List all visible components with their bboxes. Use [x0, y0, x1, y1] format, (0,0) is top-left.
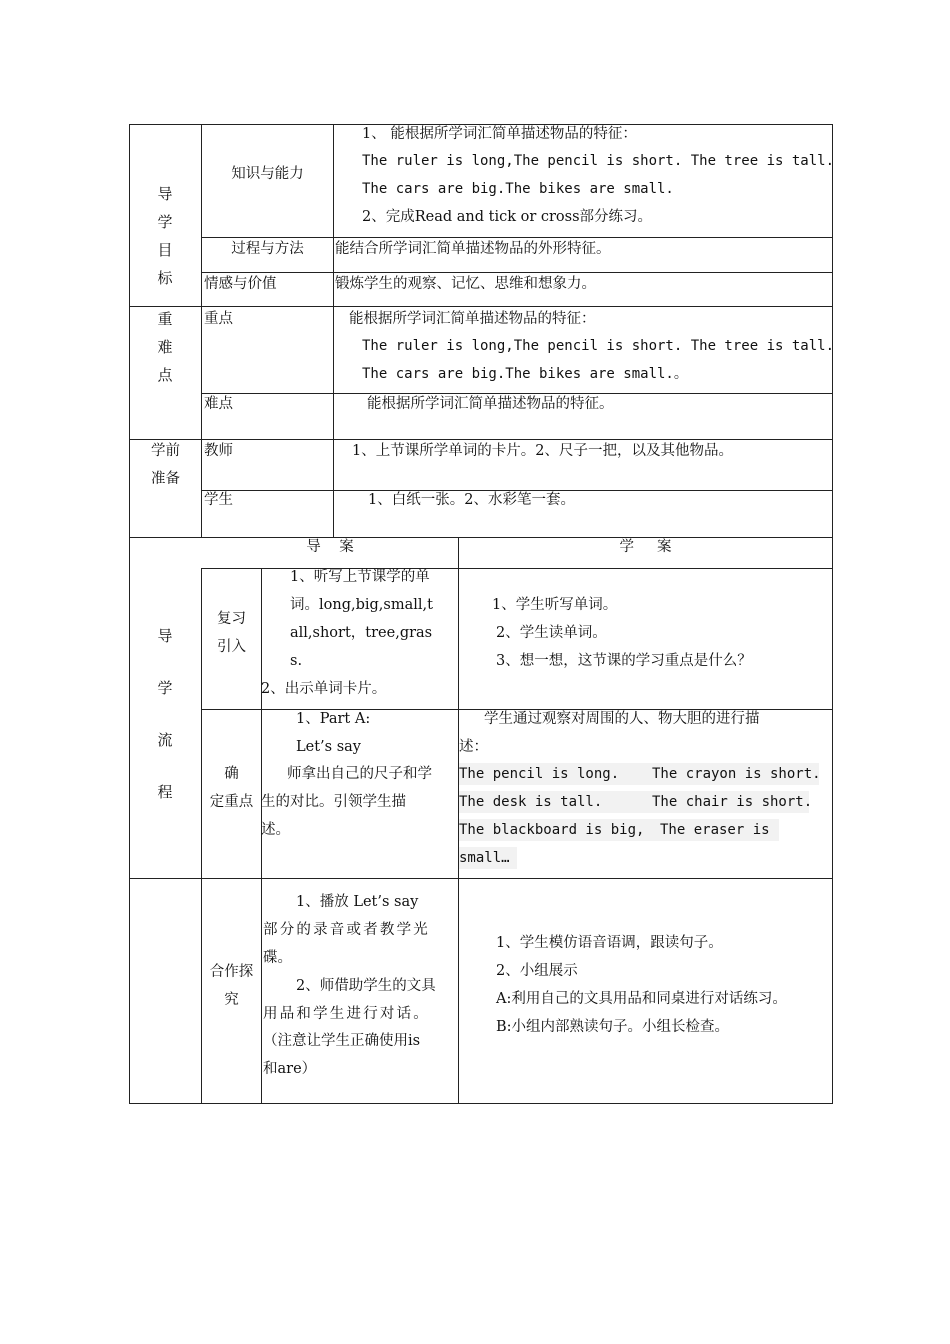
review-label-line-1: 复习	[217, 611, 246, 627]
coop-study-line-1: 1、学生模仿语音语调，跟读句子。	[496, 935, 723, 951]
focus-guide-line-2: Let’s say	[296, 739, 361, 755]
flow-section-label: 导学流程	[157, 627, 173, 801]
focus-study-intro-1: 学生通过观察对周围的人、物大胆的进行描	[484, 711, 760, 727]
table-border-right	[832, 124, 833, 1104]
focus-guide-line-3: 师拿出自己的尺子和学	[287, 766, 432, 782]
process-text: 能结合所学词汇简单描述物品的外形特征。	[335, 241, 611, 257]
teacher-text: 1、上节课所学单词的卡片。2、尺子一把，以及其他物品。	[352, 443, 733, 459]
difficulty-label: 难点	[204, 396, 233, 412]
example-a: small…	[459, 850, 510, 866]
preparation-label-line-1: 学前	[151, 443, 180, 459]
review-label-line-2: 引入	[217, 639, 246, 655]
example-b: The chair is short.	[652, 794, 813, 810]
review-guide-line-1: 1、听写上节课学的单	[290, 569, 430, 585]
example-a: The pencil is long.	[459, 766, 620, 782]
row-divider	[129, 878, 833, 879]
example-a: The desk is tall.	[459, 794, 603, 810]
review-guide-line-5: 2、出示单词卡片。	[261, 681, 387, 697]
coop-label-line-1: 合作探	[209, 964, 254, 980]
table-border-bottom	[129, 1103, 833, 1104]
coop-label-line-2: 究	[224, 992, 239, 1008]
example-b: The eraser is	[660, 822, 770, 838]
knowledge-label: 知识与能力	[231, 166, 304, 182]
coop-guide-line-7: 和are）	[263, 1061, 317, 1077]
example-a: The blackboard is big,	[459, 822, 645, 838]
focus-guide-line-4: 生的对比。引领学生描	[261, 794, 406, 810]
coop-study-line-4: B:小组内部熟读句子。小组长检查。	[496, 1019, 730, 1035]
review-guide-line-3: all,short，tree,gras	[290, 625, 433, 641]
process-label: 过程与方法	[231, 241, 304, 257]
preparation-label-line-2: 准备	[151, 471, 180, 487]
coop-guide-line-3: 碟。	[263, 950, 292, 966]
student-label: 学生	[204, 492, 233, 508]
teacher-label: 教师	[204, 443, 233, 459]
review-study-line-3: 3、想一想，这节课的学习重点是什么？	[496, 653, 752, 669]
focus-line-1: 能根据所学词汇简单描述物品的特征：	[349, 311, 596, 327]
coop-guide-line-2: 部分的录音或者教学光	[263, 922, 430, 938]
review-guide-line-4: s.	[290, 653, 303, 669]
coop-guide-line-1: 1、播放 Let’s say	[296, 894, 419, 910]
study-header: 学 案	[619, 539, 672, 555]
emotion-label: 情感与价值	[204, 276, 277, 292]
objectives-section-label: 导学目标	[157, 185, 173, 287]
student-text: 1、白纸一张。2、水彩笔一套。	[368, 492, 575, 508]
focus-step-label-line-1: 确	[224, 766, 239, 782]
key-points-section-label: 重难点	[157, 310, 173, 384]
focus-step-label-line-2: 定重点	[209, 794, 254, 810]
review-study-line-2: 2、学生读单词。	[496, 625, 607, 641]
coop-guide-line-6: （注意让学生正确使用is	[263, 1033, 421, 1049]
focus-study-example-row	[459, 819, 779, 841]
review-guide-line-2: 词。long,big,small,t	[290, 597, 433, 613]
focus-guide-line-1: 1、Part A:	[296, 711, 371, 727]
coop-study-line-2: 2、小组展示	[496, 963, 578, 979]
guide-header: 导 案	[306, 539, 354, 555]
knowledge-line-3: The cars are big.The bikes are small.	[362, 181, 674, 197]
focus-study-intro-2: 述：	[459, 739, 488, 755]
table-border-left	[129, 124, 130, 1104]
difficulty-text: 能根据所学词汇简单描述物品的特征。	[367, 396, 614, 412]
emotion-text: 锻炼学生的观察、记忆、思维和想象力。	[335, 276, 596, 292]
example-b: The crayon is short.	[652, 766, 821, 782]
coop-guide-line-5: 用品和学生进行对话。	[263, 1006, 430, 1022]
focus-study-example-row	[459, 847, 517, 869]
coop-guide-line-4: 2、师借助学生的文具	[296, 978, 436, 994]
focus-study-example-row	[459, 763, 819, 785]
focus-line-2: The ruler is long,The pencil is short. The tree is tall.	[362, 338, 835, 354]
knowledge-line-1: 1、 能根据所学词汇简单描述物品的特征：	[362, 126, 637, 142]
focus-label: 重点	[204, 311, 233, 327]
focus-study-example-row	[459, 791, 813, 813]
focus-line-3: The cars are big.The bikes are small.。	[362, 366, 688, 382]
knowledge-line-2: The ruler is long,The pencil is short. The tree is tall.	[362, 153, 835, 169]
review-study-line-1: 1、学生听写单词。	[492, 597, 618, 613]
col-divider	[333, 124, 334, 537]
focus-guide-line-5: 述。	[261, 822, 290, 838]
knowledge-line-4: 2、完成Read and tick or cross部分练习。	[362, 209, 653, 225]
coop-study-line-3: A:利用自己的文具用品和同桌进行对话练习。	[496, 991, 787, 1007]
